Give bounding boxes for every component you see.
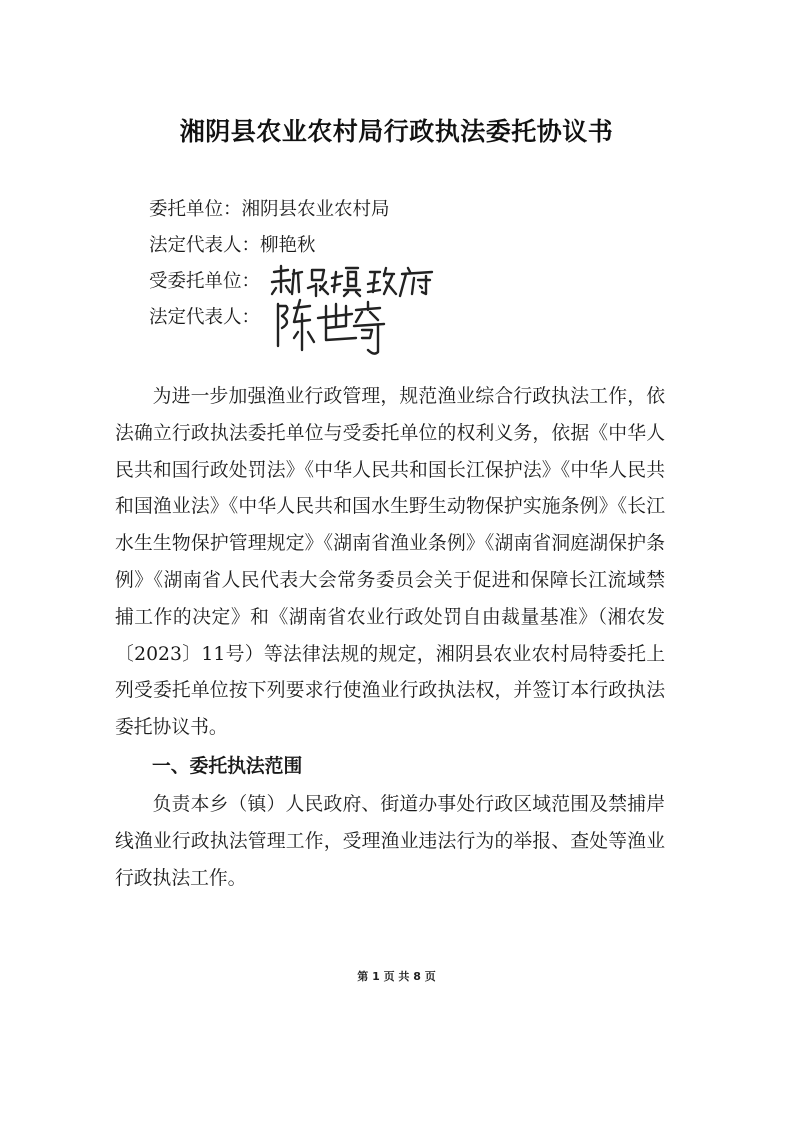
- delegator-rep-value: 柳艳秋: [260, 235, 316, 256]
- delegatee-rep-label: 法定代表人：: [149, 307, 261, 328]
- page-footer: 第 1 页 共 8 页: [357, 970, 436, 983]
- delegator-line: [149, 198, 390, 222]
- delegator-label: 委托单位：: [149, 199, 242, 220]
- document-title: 湘阴县农业农村局行政执法委托协议书: [179, 117, 614, 146]
- delegator-rep-line: [149, 234, 316, 258]
- section-1-paragraph: 负责本乡（镇）人民政府、街道办事处行政区域范围及禁捕岸线渔业行政执法管理工作，受理渔业违法行为的举报、查处等渔业行政执法工作。: [115, 794, 665, 889]
- delegatee-rep-handwritten-signature: [270, 296, 390, 358]
- delegatee-label: 受委托单位：: [149, 271, 261, 292]
- section-1-heading: 一、委托执法范围: [152, 756, 303, 777]
- delegator-rep-label: 法定代表人：: [149, 235, 261, 256]
- delegator-value: 湘阴县农业农村局: [241, 199, 390, 220]
- delegatee-line: [149, 270, 260, 294]
- delegatee-handwritten-signature: [268, 262, 448, 300]
- intro-paragraph: 为进一步加强渔业行政管理，规范渔业综合行政执法工作，依法确立行政执法委托单位与受委托单位的权利义务，依据《中华人民共和国行政处罚法》《中华人民共和国长江保护法》《中华人民共和国渔业法》《中华人民共和国水生野生动物保护实施条例》《长江水生生物保护管理规定》《湖南省渔业条例》《湖南省洞庭湖保护条例》《湖南省人民代表大会常务委员会关于促进和保障长江流域禁捕工作的决定》和《湖南省农业行政处罚自由裁量基准》（湘农发〔2023〕11号）等法律法规的规定，湘阴县农业农村局特委托上列受委托单位按下列要求行使渔业行政执法权，并签订本行政执法委托协议书。: [115, 386, 665, 739]
- delegatee-rep-line: [149, 306, 260, 330]
